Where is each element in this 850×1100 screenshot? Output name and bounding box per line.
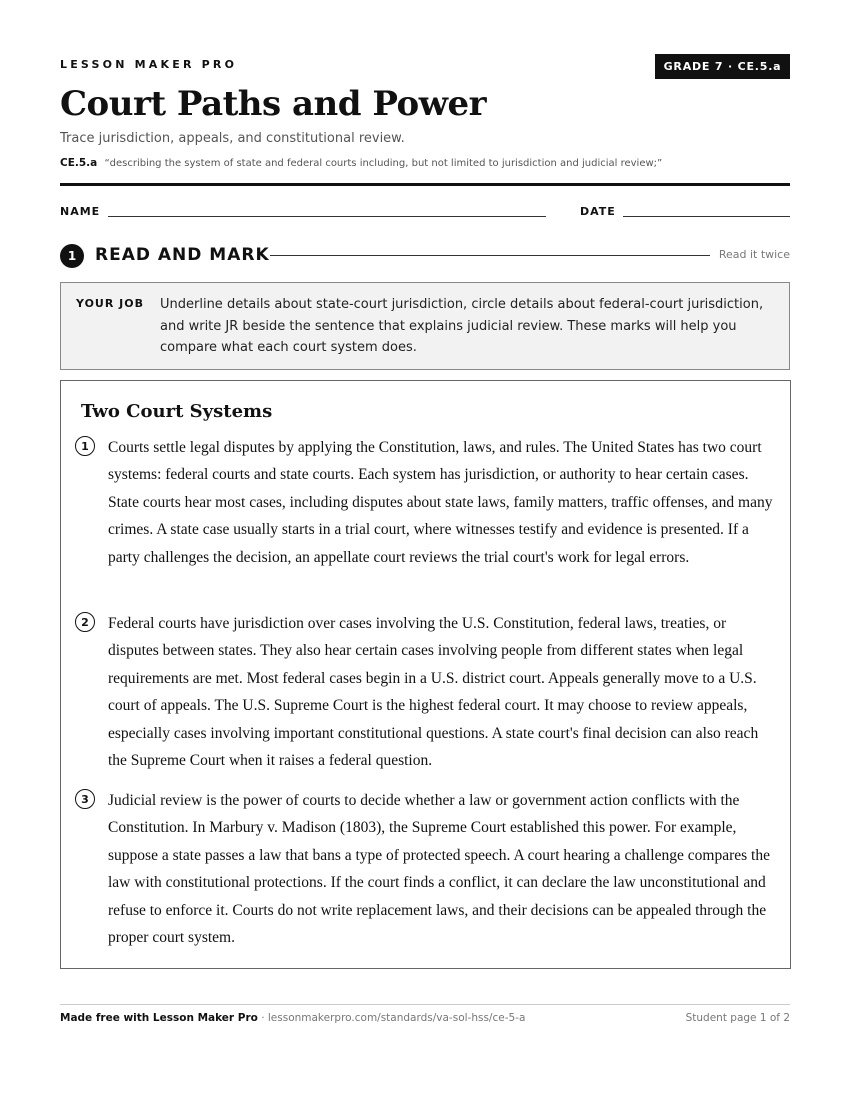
job-instructions-text: Underline details about state-court jurisdiction, circle details about federal-court jurisdiction, and write JR beside the sentence that explains judicial review. These marks will help you compare what each court system does.	[160, 297, 764, 355]
standard-code: CE.5.a	[60, 157, 98, 169]
brand-name: LESSON MAKER PRO	[60, 58, 238, 71]
reading-passage	[60, 380, 791, 969]
page-subtitle: Trace jurisdiction, appeals, and constitutional review.	[60, 131, 405, 146]
section-divider	[270, 255, 710, 256]
page-title: Court Paths and Power	[60, 84, 487, 124]
paragraph-number-badge: 3	[75, 789, 95, 809]
standard-line	[60, 157, 662, 169]
name-label: NAME	[60, 205, 101, 218]
passage-paragraph: Judicial review is the power of courts to decide whether a law or government action conflicts with the Constitution. In Marbury v. Madison (1803), the Supreme Court established this power. For example, suppose a state passes a law that bans a type of protected speech. A court hearing a challenge compares the law with constitutional protections. If the court finds a conflict, it can declare the law unconstitutional and refuse to enforce it. Courts do not write replacement laws, and their decisions can be appealed through the proper court system.	[108, 792, 770, 947]
section-header	[60, 242, 790, 268]
section-title: READ AND MARK	[95, 245, 270, 265]
footer-page-number: Student page 1 of 2	[685, 1012, 790, 1024]
passage-paragraph: Courts settle legal disputes by applying the Constitution, laws, and rules. The United States has two court systems: federal courts and state courts. Each system has jurisdiction, or authority to hear certain cases. State courts hear most cases, including disputes about state laws, family matters, traffic offenses, and many crimes. A state case usually starts in a trial court, where witnesses testify and evidence is presented. If a party challenges the decision, an appellate court reviews the trial court's work for legal errors.	[108, 439, 773, 566]
section-number-badge: 1	[60, 244, 84, 268]
job-instructions-box	[60, 282, 790, 370]
standard-text: “describing the system of state and federal courts including, but not limited to jurisdiction and judicial review;”	[104, 158, 663, 169]
footer-divider	[60, 1004, 790, 1005]
paragraph-number-badge: 1	[75, 436, 95, 456]
header-divider	[60, 183, 790, 186]
footer-url-link[interactable]: · lessonmakerpro.com/standards/va-sol-hss/ce-5-a	[257, 1012, 526, 1024]
footer-credit	[60, 1012, 525, 1024]
paragraph-number-badge: 2	[75, 612, 95, 632]
name-field-line[interactable]	[108, 216, 546, 217]
date-label: DATE	[580, 205, 616, 218]
section-note: Read it twice	[718, 248, 790, 261]
passage-title: Two Court Systems	[81, 401, 273, 422]
date-field-line[interactable]	[623, 216, 790, 217]
footer-made-with: Made free with Lesson Maker Pro	[60, 1012, 258, 1024]
job-label: YOUR JOB	[76, 297, 144, 310]
passage-paragraph: Federal courts have jurisdiction over cases involving the U.S. Constitution, federal laws, treaties, or disputes between states. They also hear certain cases involving people from different states when legal requirements are met. Most federal cases begin in a U.S. district court. Appeals generally move to a U.S. court of appeals. The U.S. Supreme Court is the highest federal court. It may choose to review appeals, especially cases involving important constitutional questions. A state court's final decision can also reach the Supreme Court when it raises a federal question.	[108, 615, 759, 770]
grade-badge: GRADE 7 · CE.5.a	[655, 54, 790, 79]
